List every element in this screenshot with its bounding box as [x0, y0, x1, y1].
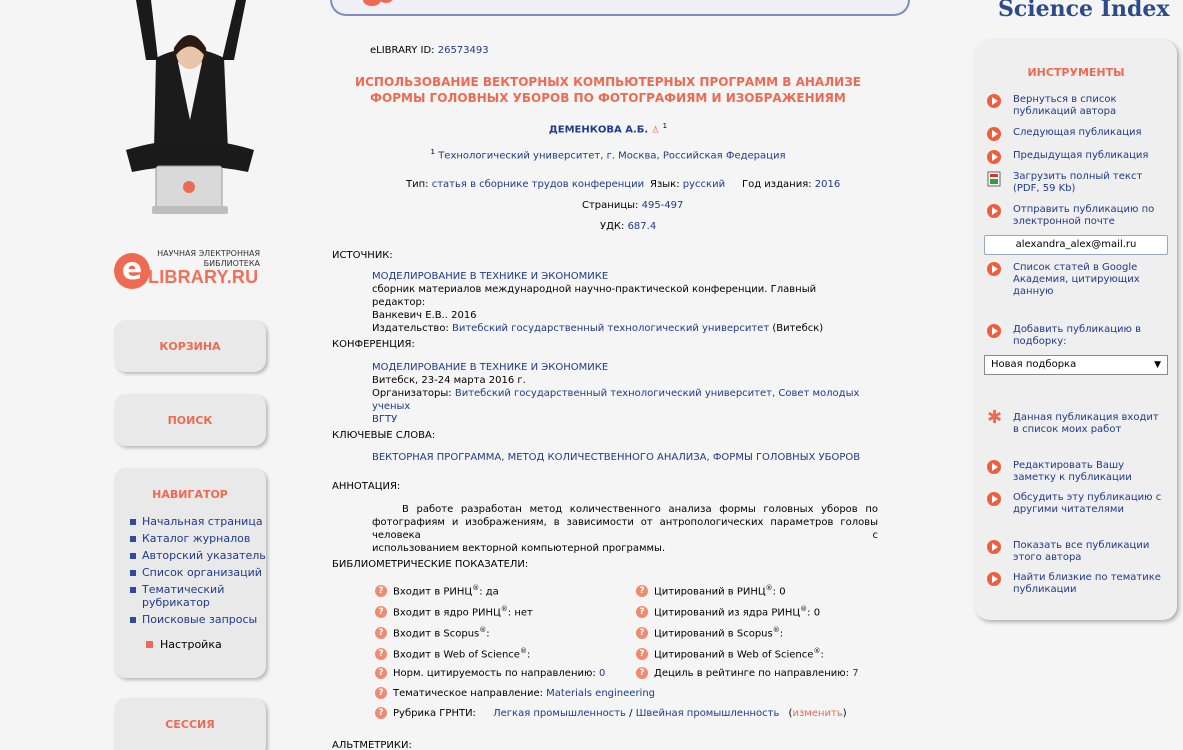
tool-next-publication[interactable]: Следующая публикация — [987, 127, 1167, 139]
collection-select[interactable]: Новая подборка ▼ — [984, 355, 1168, 375]
affiliation-row — [318, 148, 898, 161]
help-icon[interactable]: ? — [375, 606, 387, 618]
metric-rinc-core: ? Входит в ядро РИНЦ®: нет — [375, 605, 533, 618]
navigator-box — [114, 468, 266, 678]
hero-woman-laptop-image — [116, 0, 256, 225]
subject-area-link[interactable]: Materials engineering — [546, 688, 656, 699]
flower-decoration-icon — [362, 0, 398, 12]
help-icon[interactable]: ? — [375, 585, 387, 597]
tool-prev-publication[interactable]: Предыдущая публикация — [987, 150, 1167, 162]
elibrary-logo[interactable] — [114, 245, 264, 293]
logo-e-icon: e — [114, 253, 150, 289]
search-button[interactable]: ПОИСК — [167, 414, 213, 427]
navigator-title: НАВИГАТОР — [152, 488, 228, 501]
metric-wos: ? Входит в Web of Science®: — [375, 647, 530, 660]
conference-org-row — [372, 387, 872, 413]
cart-button[interactable]: КОРЗИНА — [159, 340, 221, 353]
publisher-city: (Витебск) — [772, 323, 824, 334]
help-icon[interactable]: ? — [375, 648, 387, 660]
metric-citations-rinc: ? Цитирований в РИНЦ®: 0 — [636, 584, 786, 597]
year-row — [742, 179, 840, 190]
tool-discuss[interactable]: Обсудить эту публикацию с другими читателями — [987, 492, 1167, 516]
logo-wordmark: LIBRARY.RU — [148, 267, 259, 287]
pages-value: 495-497 — [641, 200, 684, 211]
metric-citations-rinc-core: ? Цитирований из ядра РИНЦ®: 0 — [636, 605, 820, 618]
metric-citations-wos: ? Цитирований в Web of Science®: — [636, 647, 824, 660]
nav-item-rubricator[interactable]: Тематический рубрикатор — [128, 583, 238, 609]
conference-name[interactable]: МОДЕЛИРОВАНИЕ В ТЕХНИКЕ И ЭКОНОМИКЕ — [372, 362, 609, 373]
arrow-right-icon — [987, 94, 1001, 108]
tool-similar-publications[interactable]: Найти близкие по тематике публикации — [987, 572, 1167, 596]
source-desc1: сборник материалов международной научно-практической конференции. Главный редактор: — [372, 284, 817, 308]
help-icon[interactable]: ? — [375, 707, 387, 719]
publisher-name[interactable]: Витебский государственный технологический университет — [452, 323, 770, 334]
annotation-text — [372, 503, 878, 555]
type-label: Тип: — [406, 179, 429, 190]
tool-all-author-publications[interactable]: Показать все публикации этого автора — [987, 540, 1167, 564]
year-label: Год издания: — [742, 179, 812, 190]
logo-tagline: НАУЧНАЯ ЭЛЕКТРОННАЯ БИБЛИОТЕКА — [157, 249, 260, 268]
arrow-right-icon — [987, 540, 1001, 554]
source-publisher-row — [372, 322, 872, 335]
help-icon[interactable]: ? — [636, 648, 648, 660]
grnti-edit-link[interactable]: изменить — [792, 708, 843, 719]
arrow-right-icon — [987, 460, 1001, 474]
nav-item-organizations[interactable]: Список организаций — [128, 566, 266, 579]
grnti-link-2[interactable]: Швейная промышленность — [635, 708, 780, 719]
type-row — [406, 179, 644, 190]
help-icon[interactable]: ? — [636, 585, 648, 597]
type-value: статья в сборнике трудов конференции — [431, 179, 645, 190]
arrow-right-icon — [987, 127, 1001, 141]
affiliation[interactable]: Технологический университет, г. Москва, Российская Федерация — [438, 150, 786, 162]
top-banner — [330, 0, 910, 16]
org-label: Организаторы: — [372, 388, 452, 399]
help-icon[interactable]: ? — [636, 627, 648, 639]
tools-panel — [975, 40, 1177, 620]
arrow-right-icon — [987, 572, 1001, 586]
tool-edit-note[interactable]: Редактировать Вашу заметку к публикации — [987, 460, 1167, 484]
metric-citations-scopus: ? Цитирований в Scopus®: — [636, 626, 783, 639]
author-sup: 1 — [662, 122, 668, 130]
cart-box[interactable] — [114, 320, 266, 372]
left-column — [108, 0, 268, 750]
tools-title: ИНСТРУМЕНТЫ — [1027, 66, 1125, 79]
dropdown-caret-icon: ▼ — [1154, 360, 1161, 370]
tool-google-scholar[interactable]: Список статей в Google Академия, цитирующих данную — [987, 262, 1167, 298]
tool-send-email[interactable]: Отправить публикацию по электронной почте — [987, 204, 1167, 228]
nav-item-authors[interactable]: Авторский указатель — [128, 549, 266, 562]
help-icon[interactable]: ? — [375, 627, 387, 639]
session-box[interactable] — [114, 698, 266, 750]
article-title-line1: ИСПОЛЬЗОВАНИЕ ВЕКТОРНЫХ КОМПЬЮТЕРНЫХ ПРОГРАММ В АНАЛИЗЕ — [355, 75, 861, 89]
nav-item-queries[interactable]: Поисковые запросы — [128, 613, 266, 626]
grnti-link-1[interactable]: Легкая промышленность — [493, 708, 626, 719]
source-block — [372, 270, 872, 335]
nav-item-settings[interactable]: Настройка — [114, 638, 266, 651]
metric-scopus: ? Входит в Scopus®: — [375, 626, 490, 639]
search-box[interactable] — [114, 394, 266, 446]
udk-value: 687.4 — [627, 221, 657, 232]
science-index-logo[interactable]: Science Index — [998, 0, 1170, 22]
keywords-label: КЛЮЧЕВЫЕ СЛОВА: — [332, 430, 436, 441]
elibrary-id-label: eLIBRARY ID: — [370, 45, 435, 56]
asterisk-icon: ✱ — [987, 407, 1003, 428]
altmetrics-label: АЛЬТМЕТРИКИ: — [332, 740, 412, 750]
annotation-label: АННОТАЦИЯ: — [332, 481, 401, 492]
lang-row — [650, 179, 725, 190]
session-button[interactable]: СЕССИЯ — [165, 718, 215, 731]
author-name[interactable]: ДЕМЕНКОВА А.Б. — [548, 124, 649, 136]
help-icon[interactable]: ? — [375, 667, 387, 679]
arrow-right-icon — [987, 492, 1001, 506]
year-value: 2016 — [814, 179, 841, 190]
udk-label: УДК: — [600, 221, 625, 232]
metric-rinc: ? Входит в РИНЦ®: да — [375, 584, 499, 597]
tool-back-to-author[interactable]: Вернуться в список публикаций автора — [987, 94, 1167, 118]
pages-label: Страницы: — [582, 200, 639, 211]
help-icon[interactable]: ? — [636, 667, 648, 679]
annotation-line2: фотографиям и изображениям, в зависимости от антропологических параметров головы человека с — [372, 517, 878, 541]
elibrary-id-value: 26573493 — [437, 45, 489, 56]
email-input[interactable]: alexandra_alex@mail.ru — [984, 235, 1168, 255]
pdf-icon — [987, 171, 1001, 187]
source-label: ИСТОЧНИК: — [332, 250, 393, 261]
annotation-line1: В работе разработан метод количественного анализа формы головных уборов по — [402, 504, 878, 515]
conference-label: КОНФЕРЕНЦИЯ: — [332, 339, 415, 350]
tool-add-to-collection[interactable]: Добавить публикацию в подборку: — [987, 324, 1167, 348]
conference-block — [372, 361, 872, 426]
pages-row — [582, 200, 683, 211]
org-name-cont[interactable]: ВГТУ — [372, 414, 398, 425]
lang-label: Язык: — [650, 179, 680, 190]
udk-row — [600, 221, 656, 232]
help-icon[interactable]: ? — [375, 687, 387, 699]
elibrary-id-row — [370, 45, 489, 56]
arrow-right-icon — [987, 262, 1001, 276]
article-main — [318, 0, 898, 750]
keywords-list[interactable]: ВЕКТОРНАЯ ПРОГРАММА, МЕТОД КОЛИЧЕСТВЕННОГО АНАЛИЗА, ФОРМЫ ГОЛОВНЫХ УБОРОВ — [372, 452, 861, 463]
source-name[interactable]: МОДЕЛИРОВАНИЕ В ТЕХНИКЕ И ЭКОНОМИКЕ — [372, 271, 609, 282]
conference-place: Витебск, 23-24 марта 2016 г. — [372, 375, 526, 386]
metric-decile: ? Дециль в рейтинге по направлению: 7 — [636, 667, 859, 679]
lang-value: русский — [682, 179, 726, 190]
article-title-line2: ФОРМЫ ГОЛОВНЫХ УБОРОВ ПО ФОТОГРАФИЯМ И ИЗОБРАЖЕНИЯМ — [370, 91, 846, 105]
biblio-label: БИБЛИОМЕТРИЧЕСКИЕ ПОКАЗАТЕЛИ: — [332, 559, 529, 570]
help-icon[interactable]: ? — [636, 606, 648, 618]
author-row — [318, 122, 898, 135]
affiliation-sup: 1 — [430, 148, 435, 156]
metric-norm-citations: ? Норм. цитируемость по направлению: 0 — [375, 667, 605, 679]
source-desc2: Ванкевич Е.В.. 2016 — [372, 310, 477, 321]
arrow-right-icon — [987, 204, 1001, 218]
tool-download-pdf[interactable]: Загрузить полный текст (PDF, 59 Kb) — [987, 171, 1167, 195]
metric-subject-area: ? Тематическое направление: Materials engineering — [375, 687, 655, 699]
nav-item-journals[interactable]: Каталог журналов — [128, 532, 266, 545]
arrow-right-icon — [987, 150, 1001, 164]
metric-grnti: ? Рубрика ГРНТИ: Легкая промышленность / Швейная промышленность (изменить) — [375, 707, 847, 719]
nav-item-home[interactable]: Начальная страница — [128, 515, 266, 528]
annotation-line3: использованием векторной компьютерной программы. — [372, 543, 666, 554]
author-profile-icon[interactable]: ♙ — [651, 125, 660, 136]
org-name[interactable]: Витебский государственный технологический университет, Совет молодых ученых — [372, 388, 860, 412]
arrow-right-icon — [987, 324, 1001, 338]
publisher-label: Издательство: — [372, 323, 449, 334]
tool-my-works[interactable]: ✱ Данная публикация входит в список моих работ — [987, 407, 1159, 435]
